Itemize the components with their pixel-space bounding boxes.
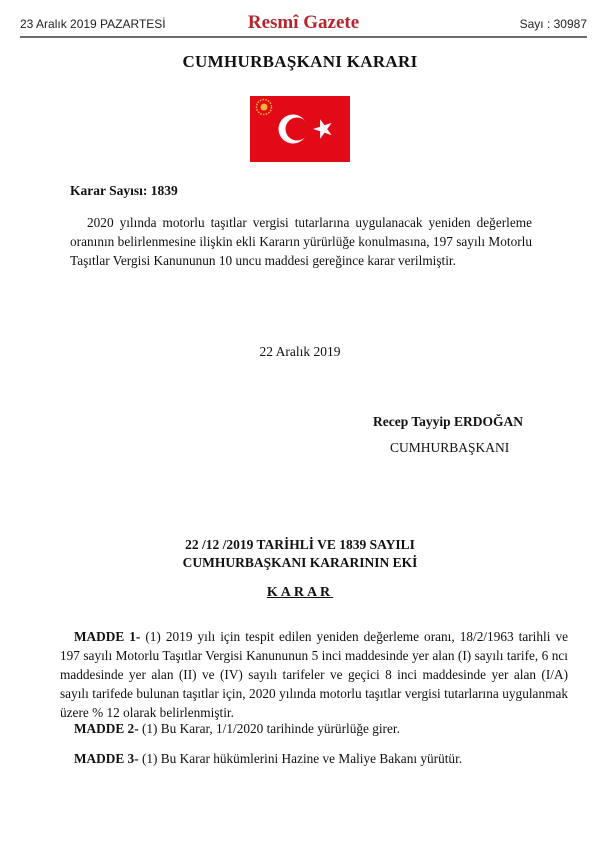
turkish-flag-icon [250, 96, 350, 162]
gazette-header [20, 10, 587, 38]
document-title: CUMHURBAŞKANI KARARI [182, 52, 418, 71]
article-3-label: MADDE 3- [74, 751, 139, 766]
article-1 [60, 627, 568, 722]
article-3-text: (1) Bu Karar hükümlerini Hazine ve Maliye Bakanı yürütür. [138, 751, 463, 766]
article-1-label: MADDE 1- [74, 629, 141, 644]
intro-paragraph: 2020 yılında motorlu taşıtlar vergisi tutarlarına uygulanacak yeniden değerleme oranının belirlenmesine ilişkin ekli Kararın yürürlüğe konulmasına, 197 sayılı Motorlu Taşıtlar Vergisi Kanununun 10 uncu maddesi gereğince karar verilmiştir. [70, 215, 532, 268]
sign-date: 22 Aralık 2019 [259, 344, 341, 359]
karar-heading: KARAR [266, 585, 334, 600]
signer-title: CUMHURBAŞKANI [390, 440, 510, 455]
signer-name: Recep Tayyip ERDOĞAN [373, 414, 524, 429]
annex-title-line1: 22 /12 /2019 TARİHLİ VE 1839 SAYILI [185, 537, 415, 552]
article-2 [74, 719, 564, 738]
decision-number: Karar Sayısı: 1839 [70, 183, 178, 198]
issue-number: Sayı : 30987 [519, 17, 587, 31]
article-1-text: (1) 2019 yılı için tespit edilen yeniden değerleme oranı, 18/2/1963 tarihli ve 197 sayılı Motorlu Taşıtlar Vergisi Kanununun 5 inci maddesinde yer alan (I) sayılı tarife, 6 ncı maddesinde yer alan (II) ve (IV) sayılı tarifeler ve geçici 8 inci maddesinde yer alan (I/A) sayılı tarifede bulunan taşıtlar için, 2020 yılında motorlu taşıtlar vergisi tutarlarına uygulanmak üzere % 12 olarak belirlenmiştir. [60, 629, 568, 720]
annex-title-line2: CUMHURBAŞKANI KARARININ EKİ [182, 555, 418, 570]
article-2-text: (1) Bu Karar, 1/1/2020 tarihinde yürürlüğe girer. [138, 721, 400, 736]
article-2-label: MADDE 2- [74, 721, 139, 736]
annex-title [0, 536, 600, 572]
gazette-name: Resmî Gazete [247, 12, 360, 33]
header-date: 23 Aralık 2019 PAZARTESİ [20, 17, 166, 31]
article-3 [74, 749, 564, 768]
